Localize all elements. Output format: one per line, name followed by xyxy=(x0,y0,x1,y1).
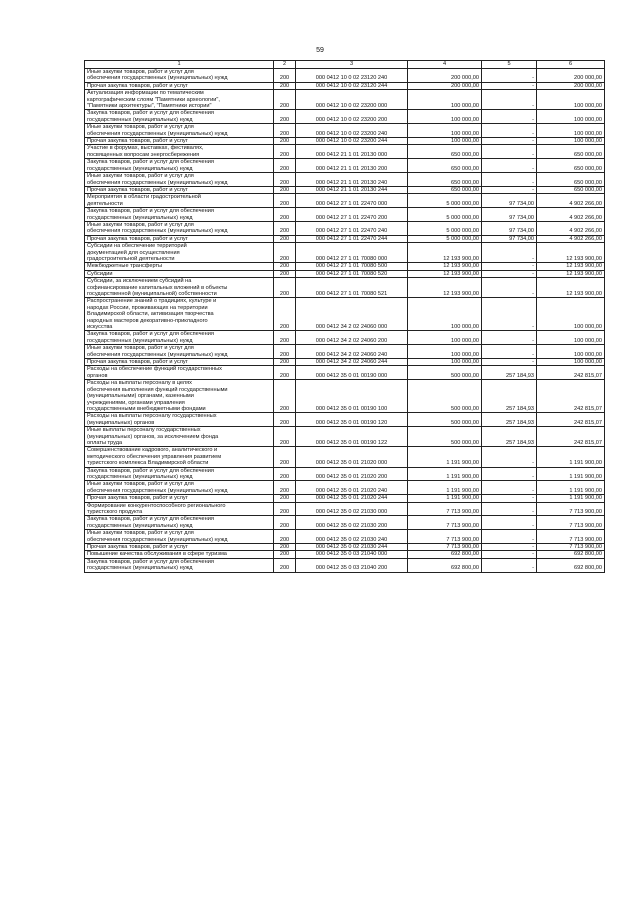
column-header: 6 xyxy=(537,61,605,69)
line-code: 200 xyxy=(274,159,296,173)
executed-amount: 257 184,93 xyxy=(482,380,537,413)
budget-classification-code: 000 0412 34 2 02 24060 244 xyxy=(296,359,408,366)
approved-amount: 1 191 900,00 xyxy=(408,447,482,467)
item-name: Субсидии xyxy=(85,270,274,277)
item-name: Закупка товаров, работ и услуг для обеспечения государственных (муниципальных) нужд xyxy=(85,467,274,481)
table-row xyxy=(85,110,605,124)
budget-classification-code: 000 0412 34 2 02 24060 240 xyxy=(296,345,408,359)
table-row xyxy=(85,544,605,551)
executed-amount: - xyxy=(482,243,537,263)
line-code: 200 xyxy=(274,447,296,467)
unexecuted-amount: 7 713 900,00 xyxy=(537,502,605,516)
budget-classification-code: 000 0412 10 0 02 23200 244 xyxy=(296,138,408,145)
item-name: Мероприятия в области градостроительной деятельности xyxy=(85,194,274,208)
table-row xyxy=(85,173,605,187)
line-code: 200 xyxy=(274,530,296,544)
unexecuted-amount: 100 000,00 xyxy=(537,359,605,366)
table-row xyxy=(85,124,605,138)
executed-amount: - xyxy=(482,270,537,277)
executed-amount: - xyxy=(482,502,537,516)
unexecuted-amount: 242 815,07 xyxy=(537,380,605,413)
approved-amount: 12 193 900,00 xyxy=(408,243,482,263)
approved-amount: 5 000 000,00 xyxy=(408,194,482,208)
approved-amount: 5 000 000,00 xyxy=(408,235,482,242)
approved-amount: 12 193 900,00 xyxy=(408,270,482,277)
executed-amount: 257 184,93 xyxy=(482,427,537,447)
line-code: 200 xyxy=(274,263,296,270)
budget-classification-code: 000 0412 27 1 01 22470 200 xyxy=(296,208,408,222)
column-header: 3 xyxy=(296,61,408,69)
executed-amount: - xyxy=(482,186,537,193)
unexecuted-amount: 1 191 900,00 xyxy=(537,481,605,495)
line-code: 200 xyxy=(274,331,296,345)
approved-amount: 12 193 900,00 xyxy=(408,278,482,298)
approved-amount: 7 713 900,00 xyxy=(408,544,482,551)
table-row xyxy=(85,413,605,427)
budget-classification-code: 000 0412 35 0 03 21040 200 xyxy=(296,558,408,572)
header-row xyxy=(85,61,605,69)
line-code: 200 xyxy=(274,558,296,572)
item-name: Иные закупки товаров, работ и услуг для обеспечения государственных (муниципальных) нужд xyxy=(85,221,274,235)
approved-amount: 7 713 900,00 xyxy=(408,502,482,516)
budget-classification-code: 000 0412 35 0 03 21040 000 xyxy=(296,551,408,558)
table-row xyxy=(85,235,605,242)
approved-amount: 100 000,00 xyxy=(408,298,482,331)
unexecuted-amount: 100 000,00 xyxy=(537,90,605,110)
approved-amount: 500 000,00 xyxy=(408,413,482,427)
table-row xyxy=(85,502,605,516)
line-code: 200 xyxy=(274,138,296,145)
line-code: 200 xyxy=(274,366,296,380)
budget-classification-code: 000 0412 35 0 02 21030 000 xyxy=(296,502,408,516)
approved-amount: 1 191 900,00 xyxy=(408,467,482,481)
item-name: Иные закупки товаров, работ и услуг для обеспечения государственных (муниципальных) нужд xyxy=(85,69,274,83)
item-name: Прочая закупка товаров, работ и услуг xyxy=(85,544,274,551)
approved-amount: 12 193 900,00 xyxy=(408,263,482,270)
budget-classification-code: 000 0412 35 0 01 00190 122 xyxy=(296,427,408,447)
table-row xyxy=(85,138,605,145)
budget-classification-code: 000 0412 21 1 01 20130 000 xyxy=(296,145,408,159)
approved-amount: 100 000,00 xyxy=(408,110,482,124)
executed-amount: - xyxy=(482,359,537,366)
item-name: Прочая закупка товаров, работ и услуг xyxy=(85,186,274,193)
approved-amount: 200 000,00 xyxy=(408,82,482,89)
item-name: Расходы на выплаты персоналу в целях обеспечения выполнения функций государственными (муниципальными) органами, казенными учреждениями, органами управления государственными внебюджетными фондами xyxy=(85,380,274,413)
unexecuted-amount: 100 000,00 xyxy=(537,345,605,359)
budget-classification-code: 000 0412 27 1 01 70080 520 xyxy=(296,270,408,277)
budget-classification-code: 000 0412 34 2 02 24060 200 xyxy=(296,331,408,345)
approved-amount: 500 000,00 xyxy=(408,427,482,447)
line-code: 200 xyxy=(274,278,296,298)
column-header: 4 xyxy=(408,61,482,69)
item-name: Актуализация информации по тематическим картографическим слоям "Памятники археологии", "Памятники архитектуры", "Памятники истории" xyxy=(85,90,274,110)
executed-amount: - xyxy=(482,82,537,89)
unexecuted-amount: 100 000,00 xyxy=(537,298,605,331)
item-name: Закупка товаров, работ и услуг для обеспечения государственных (муниципальных) нужд xyxy=(85,331,274,345)
unexecuted-amount: 650 000,00 xyxy=(537,186,605,193)
approved-amount: 692 800,00 xyxy=(408,551,482,558)
executed-amount: - xyxy=(482,481,537,495)
page-number: 59 xyxy=(316,47,324,54)
executed-amount: - xyxy=(482,278,537,298)
unexecuted-amount: 200 000,00 xyxy=(537,82,605,89)
budget-classification-code: 000 0412 34 2 02 24060 000 xyxy=(296,298,408,331)
executed-amount: - xyxy=(482,159,537,173)
budget-classification-code: 000 0412 35 0 01 21020 244 xyxy=(296,495,408,502)
line-code: 200 xyxy=(274,427,296,447)
unexecuted-amount: 100 000,00 xyxy=(537,331,605,345)
line-code: 200 xyxy=(274,145,296,159)
table-row xyxy=(85,82,605,89)
unexecuted-amount: 4 902 266,00 xyxy=(537,208,605,222)
executed-amount: 97 734,00 xyxy=(482,235,537,242)
executed-amount: - xyxy=(482,298,537,331)
executed-amount: - xyxy=(482,263,537,270)
executed-amount: - xyxy=(482,516,537,530)
unexecuted-amount: 12 193 900,00 xyxy=(537,270,605,277)
line-code: 200 xyxy=(274,298,296,331)
executed-amount: - xyxy=(482,558,537,572)
item-name: Прочая закупка товаров, работ и услуг xyxy=(85,359,274,366)
table-row xyxy=(85,159,605,173)
item-name: Субсидии, за исключением субсидий на софинансирование капитальных вложений в объекты государственной (муниципальной) собственности xyxy=(85,278,274,298)
approved-amount: 1 191 900,00 xyxy=(408,481,482,495)
budget-classification-code: 000 0412 35 0 01 21020 000 xyxy=(296,447,408,467)
line-code: 200 xyxy=(274,516,296,530)
approved-amount: 7 713 900,00 xyxy=(408,530,482,544)
unexecuted-amount: 7 713 900,00 xyxy=(537,530,605,544)
line-code: 200 xyxy=(274,413,296,427)
table-row xyxy=(85,221,605,235)
budget-classification-code: 000 0412 27 1 01 70080 521 xyxy=(296,278,408,298)
line-code: 200 xyxy=(274,359,296,366)
unexecuted-amount: 12 193 900,00 xyxy=(537,278,605,298)
unexecuted-amount: 200 000,00 xyxy=(537,69,605,83)
table-row xyxy=(85,263,605,270)
item-name: Формирование конкурентоспособного регионального туристского продукта xyxy=(85,502,274,516)
executed-amount: 97 734,00 xyxy=(482,194,537,208)
budget-classification-code: 000 0412 21 1 01 20130 200 xyxy=(296,159,408,173)
table-row xyxy=(85,145,605,159)
table-row xyxy=(85,516,605,530)
approved-amount: 1 191 900,00 xyxy=(408,495,482,502)
unexecuted-amount: 12 193 900,00 xyxy=(537,243,605,263)
line-code: 200 xyxy=(274,235,296,242)
item-name: Закупка товаров, работ и услуг для обеспечения государственных (муниципальных) нужд xyxy=(85,208,274,222)
column-header: 5 xyxy=(482,61,537,69)
line-code: 200 xyxy=(274,194,296,208)
table-row xyxy=(85,186,605,193)
approved-amount: 100 000,00 xyxy=(408,331,482,345)
item-name: Межбюджетные трансферты xyxy=(85,263,274,270)
budget-classification-code: 000 0412 35 0 01 21020 240 xyxy=(296,481,408,495)
unexecuted-amount: 7 713 900,00 xyxy=(537,544,605,551)
executed-amount: - xyxy=(482,69,537,83)
unexecuted-amount: 650 000,00 xyxy=(537,173,605,187)
table-row xyxy=(85,345,605,359)
table-row xyxy=(85,331,605,345)
unexecuted-amount: 4 902 266,00 xyxy=(537,221,605,235)
executed-amount: - xyxy=(482,530,537,544)
line-code: 200 xyxy=(274,110,296,124)
table-row xyxy=(85,551,605,558)
budget-classification-code: 000 0412 10 0 02 23200 000 xyxy=(296,90,408,110)
column-header: 1 xyxy=(85,61,274,69)
approved-amount: 500 000,00 xyxy=(408,380,482,413)
item-name: Участие в форумах, выставках, фестивалях, посвященных вопросам энергосбережения xyxy=(85,145,274,159)
line-code: 200 xyxy=(274,502,296,516)
executed-amount: 97 734,00 xyxy=(482,208,537,222)
budget-classification-code: 000 0412 35 0 02 21030 240 xyxy=(296,530,408,544)
approved-amount: 200 000,00 xyxy=(408,69,482,83)
budget-classification-code: 000 0412 35 0 01 00190 000 xyxy=(296,366,408,380)
table-row xyxy=(85,278,605,298)
item-name: Повышение качества обслуживания в сфере туризма xyxy=(85,551,274,558)
budget-classification-code: 000 0412 35 0 02 21030 244 xyxy=(296,544,408,551)
approved-amount: 100 000,00 xyxy=(408,124,482,138)
line-code: 200 xyxy=(274,551,296,558)
table-row xyxy=(85,467,605,481)
table-row xyxy=(85,359,605,366)
budget-classification-code: 000 0412 27 1 01 70080 500 xyxy=(296,263,408,270)
budget-classification-code: 000 0412 27 1 01 70080 000 xyxy=(296,243,408,263)
item-name: Иные закупки товаров, работ и услуг для обеспечения государственных (муниципальных) нужд xyxy=(85,124,274,138)
item-name: Прочая закупка товаров, работ и услуг xyxy=(85,82,274,89)
item-name: Иные закупки товаров, работ и услуг для обеспечения государственных (муниципальных) нужд xyxy=(85,345,274,359)
budget-classification-code: 000 0412 27 1 01 22470 240 xyxy=(296,221,408,235)
approved-amount: 650 000,00 xyxy=(408,186,482,193)
item-name: Распространение знаний о традициях, культуре и народах России, проживающих на территории Владимирской области, активизация творчества народных мастеров декоративно-прикладного искусства xyxy=(85,298,274,331)
line-code: 200 xyxy=(274,467,296,481)
table-row xyxy=(85,481,605,495)
line-code: 200 xyxy=(274,544,296,551)
table-row xyxy=(85,530,605,544)
table-row xyxy=(85,208,605,222)
unexecuted-amount: 7 713 900,00 xyxy=(537,516,605,530)
table-row xyxy=(85,298,605,331)
unexecuted-amount: 100 000,00 xyxy=(537,138,605,145)
approved-amount: 100 000,00 xyxy=(408,359,482,366)
item-name: Закупка товаров, работ и услуг для обеспечения государственных (муниципальных) нужд xyxy=(85,558,274,572)
table-header xyxy=(85,61,605,69)
executed-amount: - xyxy=(482,544,537,551)
table-row xyxy=(85,380,605,413)
executed-amount: - xyxy=(482,138,537,145)
budget-classification-code: 000 0412 10 0 02 23120 244 xyxy=(296,82,408,89)
approved-amount: 5 000 000,00 xyxy=(408,221,482,235)
unexecuted-amount: 242 815,07 xyxy=(537,366,605,380)
item-name: Прочая закупка товаров, работ и услуг xyxy=(85,138,274,145)
executed-amount: - xyxy=(482,467,537,481)
item-name: Иные закупки товаров, работ и услуг для обеспечения государственных (муниципальных) нужд xyxy=(85,530,274,544)
line-code: 200 xyxy=(274,124,296,138)
budget-classification-code: 000 0412 21 1 01 20130 244 xyxy=(296,186,408,193)
table-row xyxy=(85,427,605,447)
executed-amount: - xyxy=(482,110,537,124)
table-row xyxy=(85,243,605,263)
unexecuted-amount: 650 000,00 xyxy=(537,159,605,173)
item-name: Прочая закупка товаров, работ и услуг xyxy=(85,235,274,242)
approved-amount: 100 000,00 xyxy=(408,90,482,110)
budget-classification-code: 000 0412 35 0 01 00190 100 xyxy=(296,380,408,413)
unexecuted-amount: 692 800,00 xyxy=(537,551,605,558)
executed-amount: - xyxy=(482,145,537,159)
unexecuted-amount: 12 193 900,00 xyxy=(537,263,605,270)
unexecuted-amount: 100 000,00 xyxy=(537,110,605,124)
table-row xyxy=(85,270,605,277)
item-name: Закупка товаров, работ и услуг для обеспечения государственных (муниципальных) нужд xyxy=(85,159,274,173)
line-code: 200 xyxy=(274,481,296,495)
budget-classification-code: 000 0412 10 0 02 23200 200 xyxy=(296,110,408,124)
unexecuted-amount: 242 815,07 xyxy=(537,427,605,447)
approved-amount: 500 000,00 xyxy=(408,366,482,380)
approved-amount: 650 000,00 xyxy=(408,145,482,159)
unexecuted-amount: 1 191 900,00 xyxy=(537,447,605,467)
approved-amount: 650 000,00 xyxy=(408,159,482,173)
table-row xyxy=(85,495,605,502)
executed-amount: - xyxy=(482,495,537,502)
line-code: 200 xyxy=(274,69,296,83)
line-code: 200 xyxy=(274,495,296,502)
approved-amount: 692 800,00 xyxy=(408,558,482,572)
line-code: 200 xyxy=(274,221,296,235)
line-code: 200 xyxy=(274,173,296,187)
line-code: 200 xyxy=(274,82,296,89)
budget-classification-code: 000 0412 10 0 02 23200 240 xyxy=(296,124,408,138)
unexecuted-amount: 242 815,07 xyxy=(537,413,605,427)
unexecuted-amount: 650 000,00 xyxy=(537,145,605,159)
executed-amount: - xyxy=(482,331,537,345)
unexecuted-amount: 1 191 900,00 xyxy=(537,467,605,481)
budget-classification-code: 000 0412 21 1 01 20130 240 xyxy=(296,173,408,187)
line-code: 200 xyxy=(274,380,296,413)
table-row xyxy=(85,69,605,83)
approved-amount: 5 000 000,00 xyxy=(408,208,482,222)
executed-amount: - xyxy=(482,551,537,558)
executed-amount: 97 734,00 xyxy=(482,221,537,235)
approved-amount: 100 000,00 xyxy=(408,138,482,145)
approved-amount: 650 000,00 xyxy=(408,173,482,187)
budget-classification-code: 000 0412 35 0 01 00190 120 xyxy=(296,413,408,427)
line-code: 200 xyxy=(274,243,296,263)
budget-classification-code: 000 0412 27 1 01 22470 000 xyxy=(296,194,408,208)
item-name: Совершенствование кадрового, аналитического и методического обеспечения управления развитием туристского комплекса Владимирской области xyxy=(85,447,274,467)
unexecuted-amount: 692 800,00 xyxy=(537,558,605,572)
table-row xyxy=(85,558,605,572)
item-name: Иные закупки товаров, работ и услуг для обеспечения государственных (муниципальных) нужд xyxy=(85,173,274,187)
item-name: Прочая закупка товаров, работ и услуг xyxy=(85,495,274,502)
table-row xyxy=(85,366,605,380)
executed-amount: - xyxy=(482,124,537,138)
table-row xyxy=(85,194,605,208)
unexecuted-amount: 100 000,00 xyxy=(537,124,605,138)
item-name: Расходы на обеспечение функций государственных органов xyxy=(85,366,274,380)
line-code: 200 xyxy=(274,270,296,277)
line-code: 200 xyxy=(274,208,296,222)
column-header: 2 xyxy=(274,61,296,69)
executed-amount: - xyxy=(482,345,537,359)
table-body xyxy=(85,69,605,573)
approved-amount: 7 713 900,00 xyxy=(408,516,482,530)
unexecuted-amount: 4 902 266,00 xyxy=(537,235,605,242)
line-code: 200 xyxy=(274,186,296,193)
item-name: Расходы на выплаты персоналу государственных (муниципальных) органов xyxy=(85,413,274,427)
line-code: 200 xyxy=(274,345,296,359)
unexecuted-amount: 4 902 266,00 xyxy=(537,194,605,208)
budget-classification-code: 000 0412 35 0 02 21030 200 xyxy=(296,516,408,530)
budget-classification-code: 000 0412 35 0 01 21020 200 xyxy=(296,467,408,481)
approved-amount: 100 000,00 xyxy=(408,345,482,359)
budget-table xyxy=(84,60,605,573)
executed-amount: - xyxy=(482,173,537,187)
item-name: Иные выплаты персоналу государственных (муниципальных) органов, за исключением фонда оплаты труда xyxy=(85,427,274,447)
item-name: Закупка товаров, работ и услуг для обеспечения государственных (муниципальных) нужд xyxy=(85,516,274,530)
item-name: Субсидии на обеспечение территорий документацией для осуществления градостроительной деятельности xyxy=(85,243,274,263)
budget-classification-code: 000 0412 10 0 02 23120 240 xyxy=(296,69,408,83)
item-name: Закупка товаров, работ и услуг для обеспечения государственных (муниципальных) нужд xyxy=(85,110,274,124)
item-name: Иные закупки товаров, работ и услуг для обеспечения государственных (муниципальных) нужд xyxy=(85,481,274,495)
executed-amount: - xyxy=(482,90,537,110)
line-code: 200 xyxy=(274,90,296,110)
executed-amount: 257 184,93 xyxy=(482,366,537,380)
table-row xyxy=(85,90,605,110)
unexecuted-amount: 1 191 900,00 xyxy=(537,495,605,502)
table-row xyxy=(85,447,605,467)
executed-amount: 257 184,93 xyxy=(482,413,537,427)
budget-classification-code: 000 0412 27 1 01 22470 244 xyxy=(296,235,408,242)
executed-amount: - xyxy=(482,447,537,467)
